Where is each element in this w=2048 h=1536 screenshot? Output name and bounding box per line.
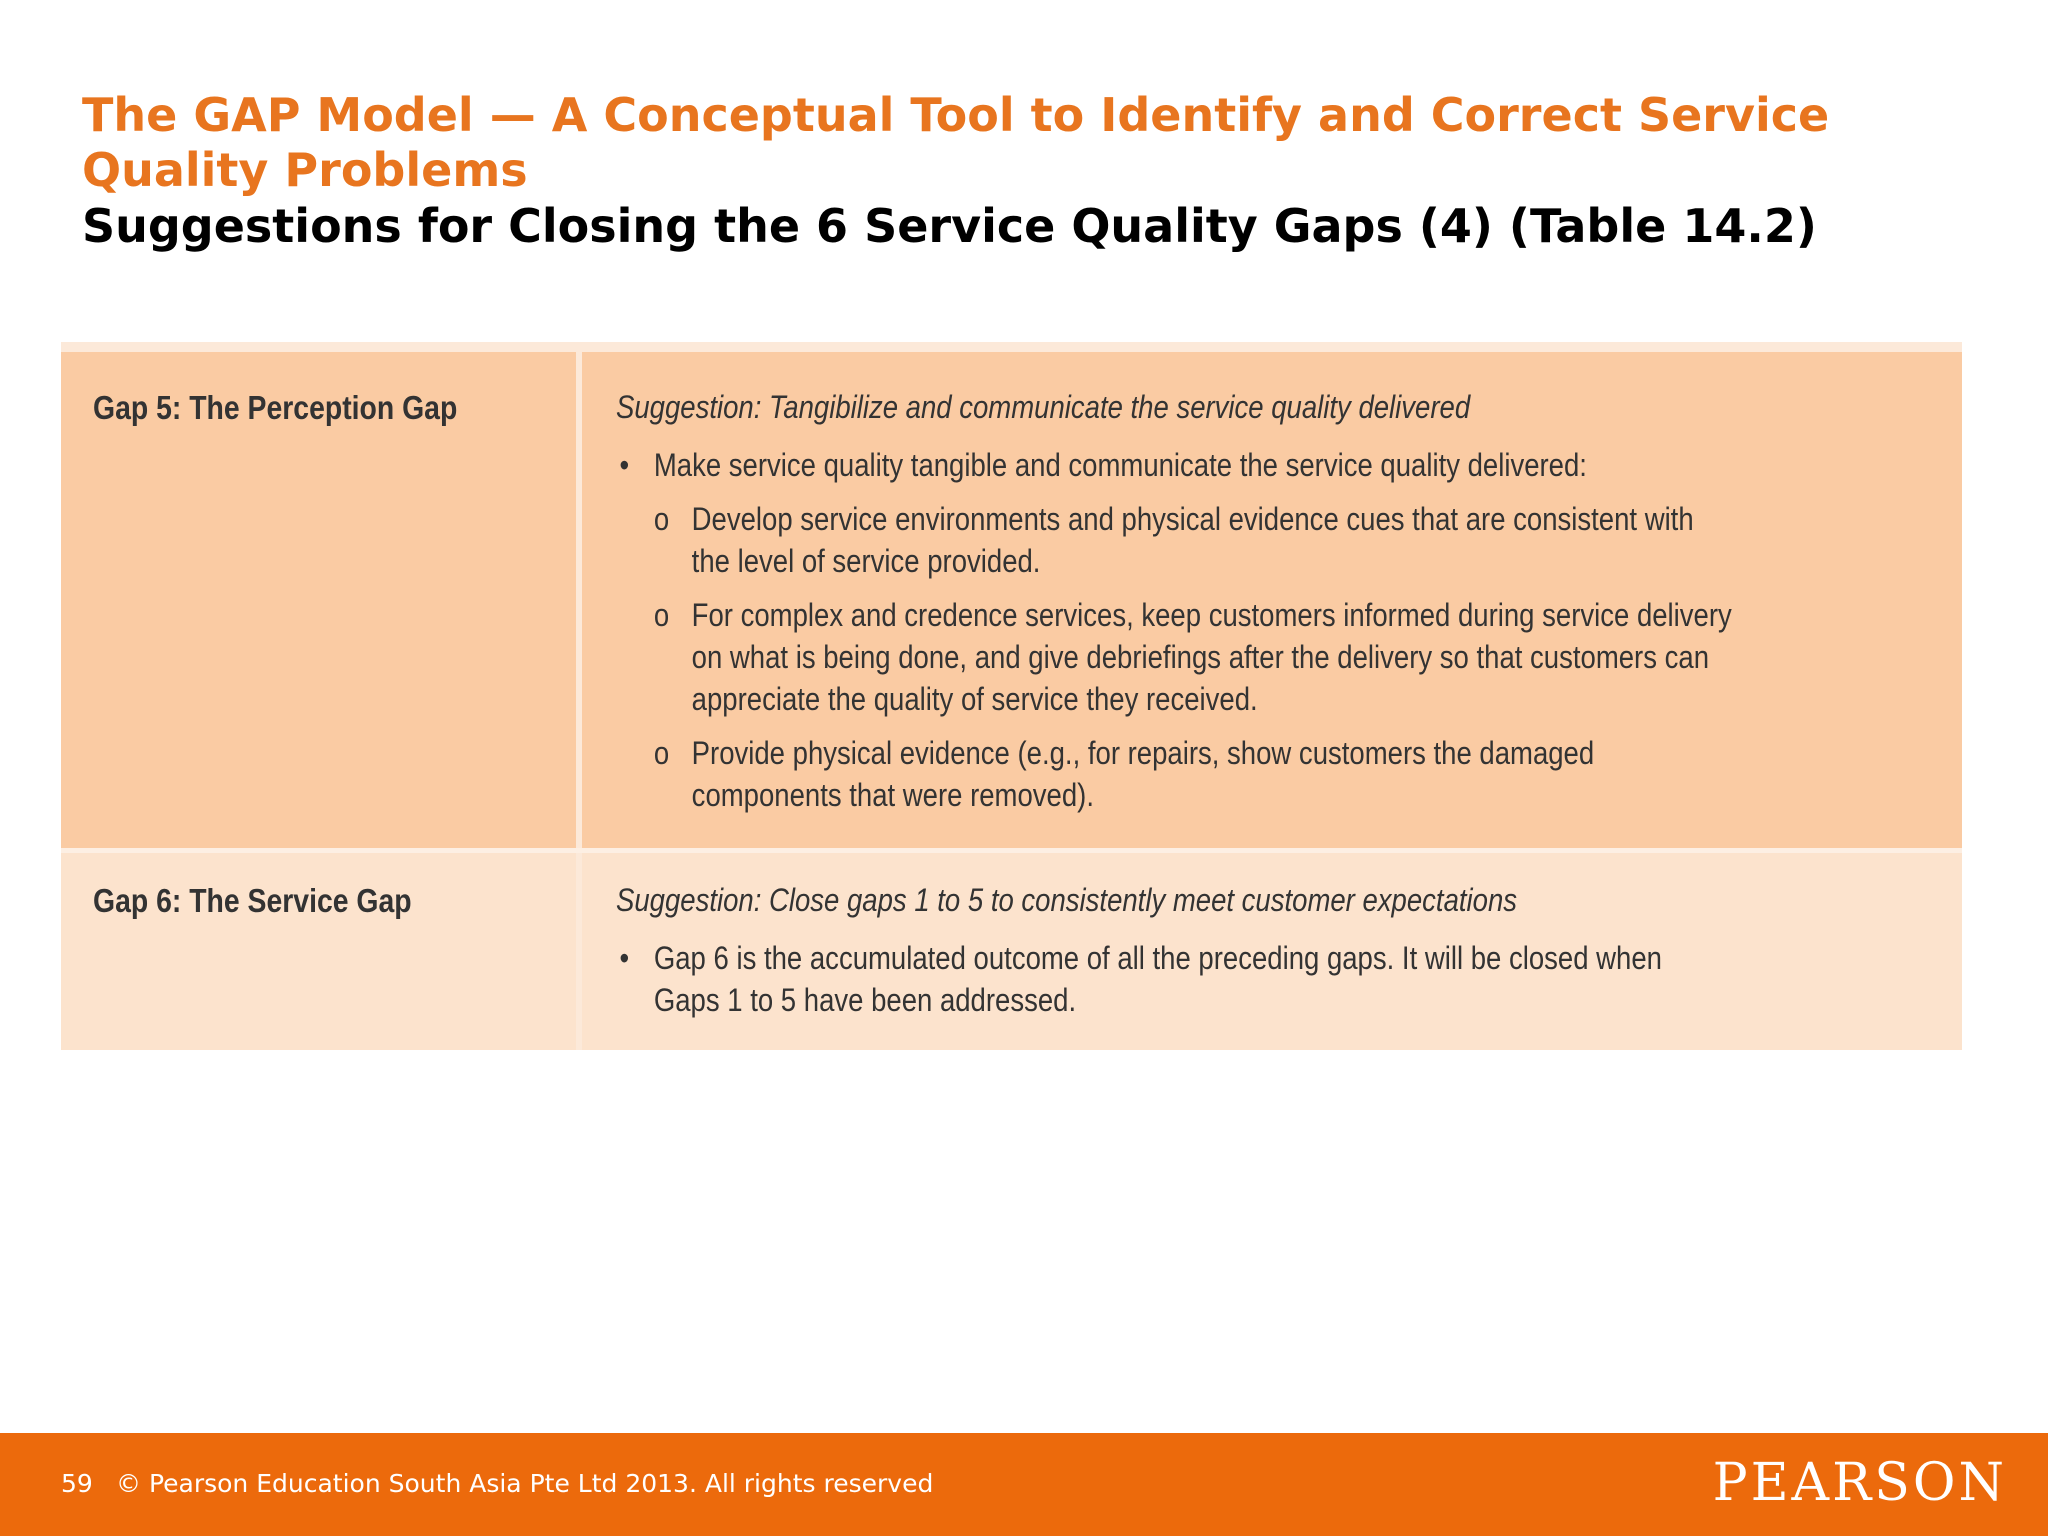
gap5-subitem-2: For complex and credence services, keep customers informed during service delivery on what is being done, and give debriefings after the delivery so that customers can appreciate the quality of service they received.	[691, 597, 1732, 717]
list-item	[616, 594, 1734, 720]
row-content-cell	[582, 853, 1962, 1050]
list-item	[616, 732, 1734, 816]
circle-bullet-icon: o	[653, 501, 670, 537]
list-item	[616, 937, 1734, 1021]
gap6-label: Gap 6: The Service Gap	[93, 882, 412, 919]
page-number: 59	[61, 1469, 93, 1498]
copyright-notice: © Pearson Education South Asia Pte Ltd 2013. All rights reserved	[116, 1469, 934, 1498]
bullet-icon: •	[619, 447, 630, 483]
gap5-content	[616, 386, 1734, 828]
gap5-subitem-3: Provide physical evidence (e.g., for repairs, show customers the damaged components that were removed).	[691, 735, 1595, 813]
bullet-icon: •	[619, 940, 630, 976]
row-label-cell	[61, 352, 576, 848]
gap-suggestions-table	[61, 342, 1962, 1050]
table-row-gap5	[61, 352, 1962, 848]
row-content-cell	[582, 352, 1962, 848]
list-item	[616, 444, 1734, 486]
pearson-logo: PEARSON	[1712, 1453, 2007, 1513]
gap5-subitem-1: Develop service environments and physical evidence cues that are consistent with the level of service provided.	[691, 501, 1694, 579]
footer-bar	[0, 1433, 2048, 1536]
list-item	[616, 498, 1734, 582]
circle-bullet-icon: o	[653, 735, 670, 771]
circle-bullet-icon: o	[653, 597, 670, 633]
gap5-bullet-text: Make service quality tangible and communicate the service quality delivered:	[653, 447, 1587, 483]
gap5-suggestion: Suggestion: Tangibilize and communicate the service quality delivered	[616, 389, 1471, 425]
gap6-bullet-text: Gap 6 is the accumulated outcome of all the preceding gaps. It will be closed when Gaps 1 to 5 have been addressed.	[653, 940, 1662, 1018]
gap5-label: Gap 5: The Perception Gap	[93, 389, 458, 426]
row-label-cell	[61, 853, 576, 1050]
table-row-gap6	[61, 848, 1962, 1050]
slide-title: The GAP Model — A Conceptual Tool to Identify and Correct Service Quality Problems	[82, 88, 1830, 197]
slide-subtitle: Suggestions for Closing the 6 Service Quality Gaps (4) (Table 14.2)	[82, 199, 1817, 253]
gap6-content	[616, 879, 1734, 1033]
gap6-suggestion: Suggestion: Close gaps 1 to 5 to consistently meet customer expectations	[616, 882, 1518, 918]
